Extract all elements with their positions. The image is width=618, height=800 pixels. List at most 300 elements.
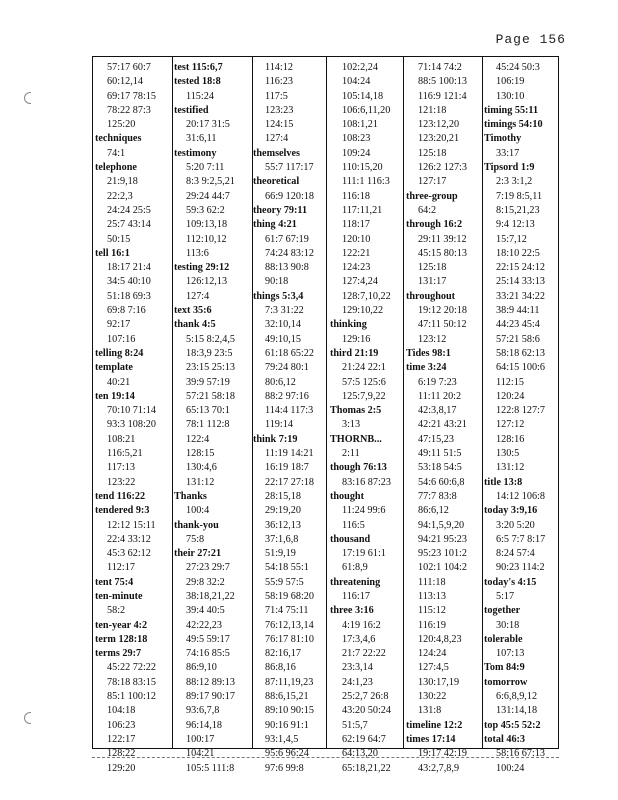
index-term: through 16:2 — [406, 219, 463, 231]
index-page-ref: 127:17 — [418, 176, 447, 188]
index-page-ref: 113:13 — [418, 590, 446, 602]
index-page-ref: 126:12,13 — [186, 276, 228, 288]
index-page-ref: 119:14 — [265, 419, 293, 431]
index-page-ref: 30:18 — [496, 619, 520, 631]
index-page-ref: 122:4 — [186, 433, 210, 445]
index-page-ref: 118:17 — [342, 219, 370, 231]
index-term: timeline 12:2 — [406, 719, 463, 731]
index-term: testified — [174, 104, 209, 116]
index-term: theoretical — [253, 176, 300, 188]
index-page-ref: 64:2 — [418, 204, 437, 216]
index-page-ref: 83:16 87:23 — [342, 476, 391, 488]
index-page-ref: 12:12 15:11 — [107, 519, 156, 531]
index-page-ref: 123:20,21 — [418, 133, 460, 145]
index-page-ref: 106:19 — [496, 76, 525, 88]
index-page-ref: 128:16 — [496, 433, 525, 445]
index-term: template — [95, 362, 133, 374]
index-page-ref: 71:14 74:2 — [418, 62, 462, 73]
index-page-ref: 17:3,4,6 — [342, 633, 376, 645]
index-page-ref: 78:22 87:3 — [107, 104, 151, 116]
index-column-1 — [95, 61, 156, 776]
index-term: think 7:19 — [253, 433, 298, 445]
index-page-ref: 93:3 108:20 — [107, 419, 156, 431]
index-page-ref: 128:22 — [107, 748, 136, 760]
index-page-ref: 122:17 — [107, 733, 136, 745]
index-term: THORNB... — [330, 433, 382, 445]
index-page-ref: 86:8,16 — [265, 662, 296, 674]
index-term: ten 19:14 — [95, 390, 135, 402]
index-page-ref: 124:23 — [342, 262, 371, 274]
index-term: thing 4:21 — [253, 219, 297, 231]
index-column-5 — [406, 61, 467, 776]
binder-hole-mark — [24, 92, 31, 104]
index-page-ref: 5:17 — [496, 590, 515, 602]
index-page-ref: 45:15 80:13 — [418, 247, 467, 259]
index-page-ref: 62:19 64:7 — [342, 733, 386, 745]
index-page-ref: 126:2 127:3 — [418, 162, 467, 174]
binder-hole-mark — [24, 712, 31, 724]
index-term: title 13:8 — [484, 476, 523, 488]
index-page-ref: 76:17 81:10 — [265, 633, 314, 645]
index-page-ref: 106:23 — [107, 719, 136, 731]
index-page-ref: 22:17 27:18 — [265, 476, 314, 488]
index-page-ref: 51:18 69:3 — [107, 290, 151, 302]
index-page-ref: 61:18 65:22 — [265, 347, 314, 359]
index-page-ref: 116:17 — [342, 590, 370, 602]
index-page-ref: 28:15,18 — [265, 490, 301, 502]
index-page-ref: 2:11 — [342, 448, 360, 460]
column-divider — [172, 57, 173, 748]
index-page-ref: 22:4 33:12 — [107, 533, 151, 545]
index-page-ref: 29:24 44:7 — [186, 190, 230, 202]
index-term: threatening — [330, 576, 381, 588]
index-page-ref: 45:22 72:22 — [107, 662, 156, 674]
index-term: term 128:18 — [95, 633, 148, 645]
index-page-ref: 96:14,18 — [186, 719, 222, 731]
index-page-ref: 116:19 — [418, 619, 446, 631]
index-page-ref: 27:23 29:7 — [186, 562, 230, 574]
index-page-ref: 123:23 — [265, 104, 294, 116]
index-page-ref: 43:2,7,8,9 — [418, 762, 460, 774]
index-page-ref: 19:17 42:19 — [418, 748, 467, 760]
index-term: ten-year 4:2 — [95, 619, 148, 631]
index-page-ref: 17:19 61:1 — [342, 548, 386, 560]
index-term: three-group — [406, 190, 458, 202]
index-page-ref: 45:24 50:3 — [496, 62, 540, 73]
index-page-ref: 127:4 — [186, 290, 210, 302]
index-page-ref: 24:1,23 — [342, 676, 373, 688]
index-term: Tipsord 1:9 — [484, 162, 535, 174]
index-page-ref: 116:23 — [265, 76, 293, 88]
index-page-ref: 38:18,21,22 — [186, 590, 235, 602]
index-page-ref: 105:14,18 — [342, 90, 384, 102]
index-page-ref: 22:2,3 — [107, 190, 133, 202]
index-page-ref: 108:21 — [107, 433, 136, 445]
index-page-ref: 88:6,15,21 — [265, 691, 309, 703]
index-page-ref: 11:24 99:6 — [342, 505, 386, 517]
index-page-ref: 45:3 62:12 — [107, 548, 151, 560]
index-page-ref: 58:2 — [107, 605, 126, 617]
index-page-ref: 42:3,8,17 — [418, 405, 457, 417]
index-page-ref: 69:17 78:15 — [107, 90, 156, 102]
index-page-ref: 70:10 71:14 — [107, 405, 156, 417]
index-term: tolerable — [484, 633, 523, 645]
index-page-ref: 106:6,11,20 — [342, 104, 391, 116]
index-page-ref: 50:15 — [107, 233, 131, 245]
index-term: telling 8:24 — [95, 347, 144, 359]
index-page-ref: 66:9 120:18 — [265, 190, 314, 202]
index-term: timing 55:11 — [484, 104, 539, 116]
index-page-ref: 64:13,20 — [342, 748, 378, 760]
index-page-ref: 11:11 20:2 — [418, 390, 462, 402]
index-page-ref: 100:24 — [496, 762, 525, 774]
index-page-ref: 49:10,15 — [265, 333, 301, 345]
index-page-ref: 131:17 — [418, 276, 447, 288]
column-divider — [482, 57, 483, 748]
index-page-ref: 74:16 85:5 — [186, 648, 230, 660]
index-page-ref: 3:20 5:20 — [496, 519, 535, 531]
index-page-ref: 25:7 43:14 — [107, 219, 151, 231]
index-page-ref: 95:23 101:2 — [418, 548, 467, 560]
index-page-ref: 21:24 22:1 — [342, 362, 386, 374]
index-page-ref: 102:1 104:2 — [418, 562, 467, 574]
index-page-ref: 120:4,8,23 — [418, 633, 462, 645]
index-page-ref: 53:18 54:5 — [418, 462, 462, 474]
index-page-ref: 51:9,19 — [265, 548, 296, 560]
index-page-ref: 120:10 — [342, 233, 371, 245]
index-page-ref: 54:6 60:6,8 — [418, 476, 465, 488]
index-page-ref: 19:12 20:18 — [418, 305, 467, 317]
index-page-ref: 112:15 — [496, 376, 524, 388]
index-page-ref: 97:6 99:8 — [265, 762, 304, 774]
index-page-ref: 117:13 — [107, 462, 135, 474]
column-divider — [326, 57, 327, 748]
index-page-ref: 39:4 40:5 — [186, 605, 225, 617]
index-term: thank-you — [174, 519, 219, 531]
index-term: together — [484, 605, 521, 617]
index-page-ref: 8:15,21,23 — [496, 204, 540, 216]
index-page-ref: 130:4,6 — [186, 462, 217, 474]
index-page-ref: 109:13,18 — [186, 219, 228, 231]
index-term: terms 29:7 — [95, 648, 142, 660]
page-number: Page 156 — [495, 32, 566, 47]
index-page-ref: 127:4,24 — [342, 276, 378, 288]
index-page-ref: 44:23 45:4 — [496, 319, 540, 331]
index-term: tendered 9:3 — [95, 505, 150, 517]
index-page-ref: 100:17 — [186, 733, 215, 745]
index-page-ref: 128:7,10,22 — [342, 290, 391, 302]
index-page-ref: 130:5 — [496, 448, 520, 460]
index-term: tomorrow — [484, 676, 528, 688]
index-page-ref: 75:8 — [186, 533, 205, 545]
index-term: third 21:19 — [330, 347, 379, 359]
index-page-ref: 60:12,14 — [107, 76, 143, 88]
index-page-ref: 29:8 32:2 — [186, 576, 225, 588]
index-page-ref: 34:5 40:10 — [107, 276, 151, 288]
index-page-ref: 58:16 67:13 — [496, 748, 545, 760]
index-page-ref: 38:9 44:11 — [496, 305, 540, 317]
index-page-ref: 113:6 — [186, 247, 209, 259]
index-term: ten-minute — [95, 590, 143, 602]
footer-rule — [92, 757, 559, 758]
index-page-ref: 124:24 — [418, 648, 447, 660]
index-page-ref: 29:19,20 — [265, 505, 301, 517]
index-page-ref: 54:18 55:1 — [265, 562, 309, 574]
index-term: tent 75:4 — [95, 576, 134, 588]
index-page-ref: 125:18 — [418, 147, 447, 159]
index-page-ref: 128:15 — [186, 448, 215, 460]
index-term: theory 79:11 — [253, 204, 308, 216]
index-page-ref: 29:11 39:12 — [418, 233, 467, 245]
index-page-ref: 47:15,23 — [418, 433, 454, 445]
index-page-ref: 40:21 — [107, 376, 131, 388]
index-page-ref: 59:3 62:2 — [186, 204, 225, 216]
index-page-ref: 36:12,13 — [265, 519, 301, 531]
index-page-ref: 78:18 83:15 — [107, 676, 156, 688]
index-term: test 115:6,7 — [174, 62, 223, 73]
index-page-ref: 25:14 33:13 — [496, 276, 545, 288]
index-page-ref: 122:21 — [342, 247, 371, 259]
index-page-ref: 120:24 — [496, 390, 525, 402]
index-page-ref: 37:1,6,8 — [265, 533, 299, 545]
index-page-ref: 47:11 50:12 — [418, 319, 467, 331]
index-page-ref: 11:19 14:21 — [265, 448, 314, 460]
index-page-ref: 124:15 — [265, 119, 294, 131]
index-term: testing 29:12 — [174, 262, 230, 274]
index-page-ref: 7:3 31:22 — [265, 305, 304, 317]
index-page-ref: 94:21 95:23 — [418, 533, 467, 545]
index-term: their 27:21 — [174, 548, 222, 560]
index-page-ref: 116:9 121:4 — [418, 90, 467, 102]
index-page-ref: 16:19 18:7 — [265, 462, 309, 474]
index-term: tend 116:22 — [95, 490, 146, 502]
index-term: time 3:24 — [406, 362, 447, 374]
index-page-ref: 82:16,17 — [265, 648, 301, 660]
index-term: thousand — [330, 533, 371, 545]
index-page-ref: 8:3 9:2,5,21 — [186, 176, 235, 188]
index-page-ref: 58:18 62:13 — [496, 347, 545, 359]
index-page-ref: 127:12 — [496, 419, 525, 431]
index-page-ref: 32:10,14 — [265, 319, 301, 331]
index-page-ref: 25:2,7 26:8 — [342, 691, 389, 703]
index-page-ref: 57:5 125:6 — [342, 376, 386, 388]
index-page-ref: 116:5 — [342, 519, 365, 531]
index-page-ref: 74:24 83:12 — [265, 247, 314, 259]
index-page-ref: 5:20 7:11 — [186, 162, 225, 174]
index-page-ref: 43:20 50:24 — [342, 705, 391, 717]
index-page-ref: 93:6,7,8 — [186, 705, 220, 717]
index-page-ref: 33:17 — [496, 147, 520, 159]
index-page-ref: 61:8,9 — [342, 562, 368, 574]
index-page-ref: 21:9,18 — [107, 176, 138, 188]
index-page-ref: 131:14,18 — [496, 705, 538, 717]
index-page-ref: 115:24 — [186, 90, 214, 102]
index-page-ref: 6:6,8,9,12 — [496, 691, 538, 703]
index-page-ref: 123:12 — [418, 333, 447, 345]
index-page-ref: 71:4 75:11 — [265, 605, 309, 617]
index-page-ref: 92:17 — [107, 319, 131, 331]
index-page-ref: 108:23 — [342, 133, 371, 145]
index-page-ref: 6:19 7:23 — [418, 376, 457, 388]
index-page-ref: 104:24 — [342, 76, 371, 88]
index-page-ref: 3:13 — [342, 419, 361, 431]
index-page-ref: 102:2,24 — [342, 62, 378, 73]
index-page-ref: 131:12 — [186, 476, 215, 488]
index-page-ref: 57:21 58:6 — [496, 333, 540, 345]
index-term: Timothy — [484, 133, 522, 145]
index-term: today's 4:15 — [484, 576, 537, 588]
index-page-ref: 55:9 57:5 — [265, 576, 304, 588]
index-page-ref: 86:9,10 — [186, 662, 217, 674]
index-page-ref: 116:18 — [342, 190, 370, 202]
index-term: today 3:9,16 — [484, 505, 538, 517]
index-term: Tom 84:9 — [484, 662, 525, 674]
index-page-ref: 80:6,12 — [265, 376, 296, 388]
index-page-ref: 6:5 7:7 8:17 — [496, 533, 546, 545]
index-page-ref: 42:21 43:21 — [418, 419, 467, 431]
index-page-ref: 104:21 — [186, 748, 215, 760]
index-page-ref: 112:10,12 — [186, 233, 227, 245]
index-term: testimony — [174, 147, 217, 159]
index-page-ref: 89:17 90:17 — [186, 691, 235, 703]
index-page-ref: 15:7,12 — [496, 233, 527, 245]
index-page-ref: 107:13 — [496, 648, 525, 660]
index-page-ref: 110:15,20 — [342, 162, 383, 174]
index-term: though 76:13 — [330, 462, 387, 474]
index-term: three 3:16 — [330, 605, 374, 617]
index-page-ref: 123:22 — [107, 476, 136, 488]
index-page-ref: 129:10,22 — [342, 305, 384, 317]
index-page-ref: 65:13 70:1 — [186, 405, 230, 417]
index-page-ref: 24:24 25:5 — [107, 204, 151, 216]
index-page-ref: 115:12 — [418, 605, 446, 617]
index-page-ref: 131:12 — [496, 462, 525, 474]
index-page-ref: 49:11 51:5 — [418, 448, 462, 460]
index-page-ref: 23:3,14 — [342, 662, 373, 674]
index-term: telephone — [95, 162, 137, 174]
index-term: tested 18:8 — [174, 76, 221, 88]
index-page-ref: 88:2 97:16 — [265, 390, 309, 402]
index-term: timings 54:10 — [484, 119, 543, 131]
index-page-ref: 122:8 127:7 — [496, 405, 545, 417]
index-page-ref: 111:1 116:3 — [342, 176, 390, 188]
column-divider — [403, 57, 404, 748]
index-page-ref: 88:13 90:8 — [265, 262, 309, 274]
index-page-ref: 123:12,20 — [418, 119, 460, 131]
index-page-ref: 90:23 114:2 — [496, 562, 545, 574]
index-page-ref: 114:12 — [265, 62, 293, 73]
index-page-ref: 55:7 117:17 — [265, 162, 314, 174]
index-page-ref: 94:1,5,9,20 — [418, 519, 465, 531]
index-term: Tides 98:1 — [406, 347, 451, 359]
index-term: Thanks — [174, 490, 207, 502]
index-page-ref: 129:16 — [342, 333, 371, 345]
index-page-ref: 130:10 — [496, 90, 525, 102]
index-page-ref: 130:17,19 — [418, 676, 460, 688]
index-term: text 35:6 — [174, 305, 212, 317]
index-term: things 5:3,4 — [253, 290, 304, 302]
index-page-ref: 74:1 — [107, 147, 126, 159]
index-term: thought — [330, 490, 364, 502]
index-page-ref: 77:7 83:8 — [418, 490, 457, 502]
index-page-ref: 5:15 8:2,4,5 — [186, 333, 235, 345]
index-term: tell 16:1 — [95, 247, 130, 259]
index-page-ref: 125:7,9,22 — [342, 390, 386, 402]
index-page-ref: 49:5 59:17 — [186, 633, 230, 645]
index-page-ref: 51:5,7 — [342, 719, 368, 731]
index-page-ref: 100:4 — [186, 505, 210, 517]
index-term: thinking — [330, 319, 367, 331]
index-page-ref: 85:1 100:12 — [107, 691, 156, 703]
index-page-ref: 79:24 80:1 — [265, 362, 309, 374]
index-page-ref: 117:11,21 — [342, 204, 383, 216]
index-page-ref: 89:10 90:15 — [265, 705, 314, 717]
index-column-2 — [174, 61, 235, 776]
index-page-ref: 88:12 89:13 — [186, 676, 235, 688]
index-page-ref: 95:6 96:24 — [265, 748, 309, 760]
index-page-ref: 23:15 25:13 — [186, 362, 235, 374]
index-page-ref: 116:5,21 — [107, 448, 143, 460]
index-page-ref: 76:12,13,14 — [265, 619, 314, 631]
index-page-ref: 58:19 68:20 — [265, 590, 314, 602]
index-column-3 — [253, 61, 314, 776]
index-page-ref: 108:1,21 — [342, 119, 378, 131]
index-page-ref: 125:20 — [107, 119, 136, 131]
index-page-ref: 104:18 — [107, 705, 136, 717]
index-page-ref: 131:8 — [418, 705, 442, 717]
index-page-ref: 87:11,19,23 — [265, 676, 314, 688]
index-page-ref: 2:3 3:1,2 — [496, 176, 533, 188]
index-term: themselves — [253, 147, 300, 159]
index-page-ref: 121:18 — [418, 104, 447, 116]
index-page-ref: 90:16 91:1 — [265, 719, 309, 731]
index-page-ref: 78:1 112:8 — [186, 419, 230, 431]
index-page-ref: 93:1,4,5 — [265, 733, 299, 745]
index-page-ref: 64:15 100:6 — [496, 362, 545, 374]
index-page-ref: 105:5 111:8 — [186, 762, 235, 774]
index-page-ref: 90:18 — [265, 276, 289, 288]
index-page-ref: 57:21 58:18 — [186, 390, 235, 402]
index-page-ref: 61:7 67:19 — [265, 233, 309, 245]
index-page-ref: 127:4,5 — [418, 662, 449, 674]
index-page-ref: 125:18 — [418, 262, 447, 274]
index-term: techniques — [95, 133, 142, 145]
index-term: times 17:14 — [406, 733, 456, 745]
index-page-ref: 86:6,12 — [418, 505, 449, 517]
index-page-ref: 42:22,23 — [186, 619, 222, 631]
index-page-ref: 65:18,21,22 — [342, 762, 391, 774]
index-page-ref: 18:10 22:5 — [496, 247, 540, 259]
index-page-ref: 31:6,11 — [186, 133, 217, 145]
word-index-table — [92, 56, 559, 774]
index-page-ref: 22:15 24:12 — [496, 262, 545, 274]
index-page-ref: 57:17 60:7 — [107, 62, 151, 73]
index-page-ref: 88:5 100:13 — [418, 76, 467, 88]
index-page-ref: 18:3,9 23:5 — [186, 347, 233, 359]
index-page-ref: 107:16 — [107, 333, 136, 345]
index-column-6 — [484, 61, 545, 776]
index-page-ref: 7:19 8:5,11 — [496, 190, 543, 202]
index-page-ref: 18:17 21:4 — [107, 262, 151, 274]
index-page-ref: 21:7 22:22 — [342, 648, 386, 660]
index-page-ref: 114:4 117:3 — [265, 405, 314, 417]
index-page-ref: 69:8 7:16 — [107, 305, 146, 317]
index-page-ref: 39:9 57:19 — [186, 376, 230, 388]
index-page-ref: 33:21 34:22 — [496, 290, 545, 302]
index-page-ref: 4:19 16:2 — [342, 619, 381, 631]
index-term: thank 4:5 — [174, 319, 216, 331]
index-term: throughout — [406, 290, 456, 302]
